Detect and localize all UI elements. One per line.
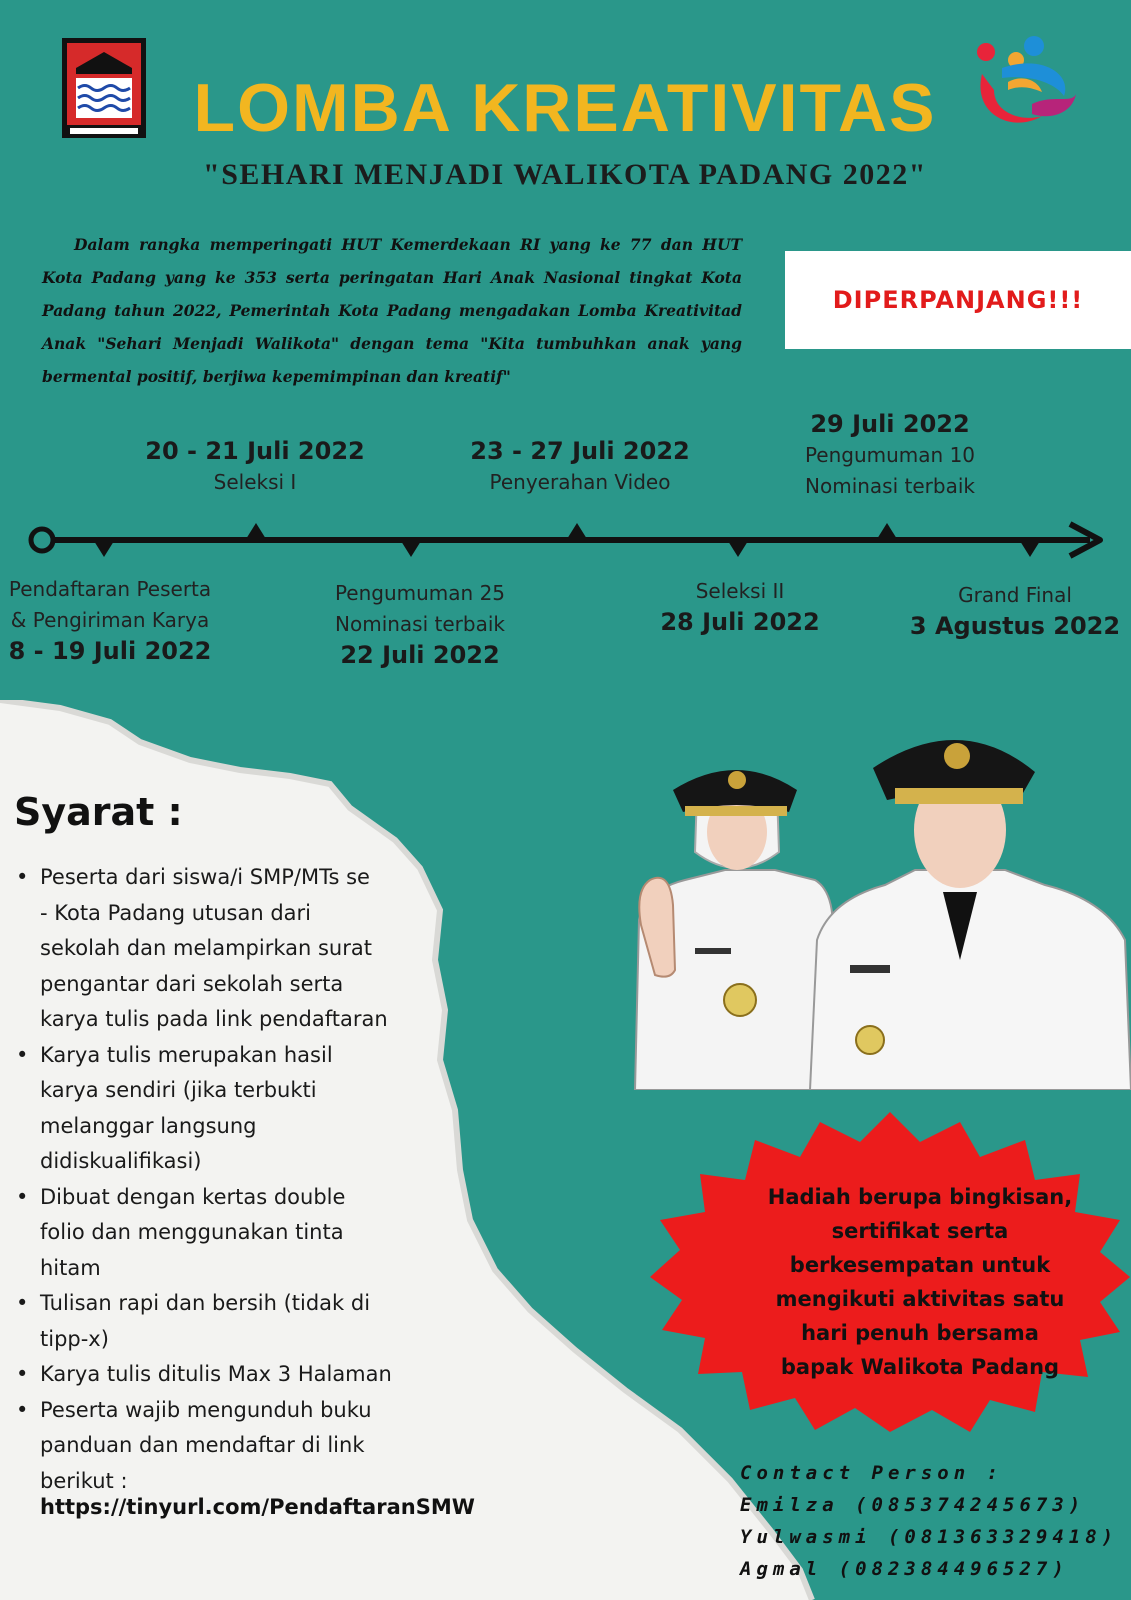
padang-city-emblem-icon <box>62 38 146 138</box>
list-item: • Peserta dari siswa/i SMP/MTs se - Kota Padang utusan dari sekolah dan melampirkan surat pengantar dari sekolah serta karya tulis pada link pendaftaran <box>14 860 434 1038</box>
contact-person: Emilza (085374245673) <box>740 1494 1086 1516</box>
event-label: & Pengiriman Karya <box>10 608 210 632</box>
bullet-icon: • <box>16 865 29 889</box>
event-label: Nominasi terbaik <box>335 612 505 636</box>
list-item: • Dibuat dengan kertas double folio dan menggunakan tinta hitam <box>14 1180 434 1287</box>
event-date: 23 - 27 Juli 2022 <box>470 437 690 465</box>
event-label: Penyerahan Video <box>489 470 671 494</box>
timeline-event-penyerahan-video <box>440 436 720 498</box>
list-item: • Peserta wajib mengunduh buku panduan dan mendaftar di link berikut : <box>14 1393 434 1500</box>
prize-text: Hadiah berupa bingkisan, sertifikat serta berkesempatan untuk mengikuti aktivitas satu hari penuh bersama bapak Walikota Padang <box>767 1185 1073 1379</box>
requirements-title: Syarat : <box>14 790 183 834</box>
page-title: LOMBA KREATIVITAS <box>193 70 937 146</box>
timeline-marker-down <box>1020 541 1040 557</box>
event-label: Pengumuman 10 <box>804 443 976 467</box>
event-label: Pendaftaran Peserta <box>8 577 212 601</box>
contact-person: Agmal (082384496527) <box>740 1558 1069 1580</box>
timeline-marker-up <box>567 523 587 539</box>
requirements-list <box>14 860 434 1499</box>
event-label: Nominasi terbaik <box>805 474 975 498</box>
extended-badge <box>785 251 1131 349</box>
timeline-marker-up <box>246 523 266 539</box>
timeline-event-seleksi-2 <box>620 576 860 638</box>
timeline-event-pengumuman-10 <box>750 409 1030 502</box>
timeline-marker-down <box>94 541 114 557</box>
event-date: 28 Juli 2022 <box>660 608 820 636</box>
timeline-line <box>0 510 1131 560</box>
timeline-marker-up <box>877 523 897 539</box>
event-date: 22 Juli 2022 <box>340 641 500 669</box>
timeline-event-pendaftaran <box>0 574 220 667</box>
event-date: 29 Juli 2022 <box>810 410 970 438</box>
forum-anak-logo-icon <box>972 34 1080 146</box>
event-label: Seleksi II <box>695 579 785 603</box>
bullet-icon: • <box>16 1362 29 1386</box>
officials-illustration-icon <box>625 720 1131 1090</box>
event-date: 20 - 21 Juli 2022 <box>145 437 365 465</box>
list-item: • Karya tulis ditulis Max 3 Halaman <box>14 1357 434 1393</box>
extended-badge-text: DIPERPANJANG!!! <box>832 286 1084 314</box>
intro-paragraph: Dalam rangka memperingati HUT Kemerdekaan RI yang ke 77 dan HUT Kota Padang yang ke 353 serta peringatan Hari Anak Nasional tingkat Kota Padang tahun 2022, Pemerintah Kota Padang mengadakan Lomba Kreativitad Anak "Sehari Menjadi Walikota" dengan tema "Kita tumbuhkan anak yang bermental positif, berjiwa kepemimpinan dan kreatif" <box>42 235 742 386</box>
event-label: Seleksi I <box>213 470 297 494</box>
bullet-icon: • <box>16 1042 29 1067</box>
event-date: 3 Agustus 2022 <box>909 612 1121 640</box>
bullet-icon: • <box>16 1291 29 1315</box>
timeline-marker-down <box>401 541 421 557</box>
contact-heading: Contact Person : <box>740 1462 1004 1484</box>
contact-person: Yulwasmi (081363329418) <box>740 1526 1119 1548</box>
event-label: Pengumuman 25 <box>334 581 506 605</box>
bullet-icon: • <box>16 1184 29 1209</box>
timeline-event-grand-final <box>900 580 1130 642</box>
list-item: • Tulisan rapi dan bersih (tidak di tipp-x) <box>14 1286 434 1357</box>
timeline-marker-down <box>728 541 748 557</box>
contact-block <box>740 1457 1118 1585</box>
registration-link[interactable]: https://tinyurl.com/PendaftaranSMW <box>40 1495 475 1519</box>
bullet-icon: • <box>16 1397 29 1422</box>
timeline-event-seleksi-1 <box>115 436 395 498</box>
event-label: Grand Final <box>958 583 1072 607</box>
list-item: • Karya tulis merupakan hasil karya sendiri (jika terbukti melanggar langsung didiskualifikasi) <box>14 1038 434 1180</box>
timeline-event-pengumuman-25 <box>290 578 550 671</box>
page-subtitle: "SEHARI MENJADI WALIKOTA PADANG 2022" <box>203 158 927 191</box>
event-date: 8 - 19 Juli 2022 <box>8 637 212 665</box>
